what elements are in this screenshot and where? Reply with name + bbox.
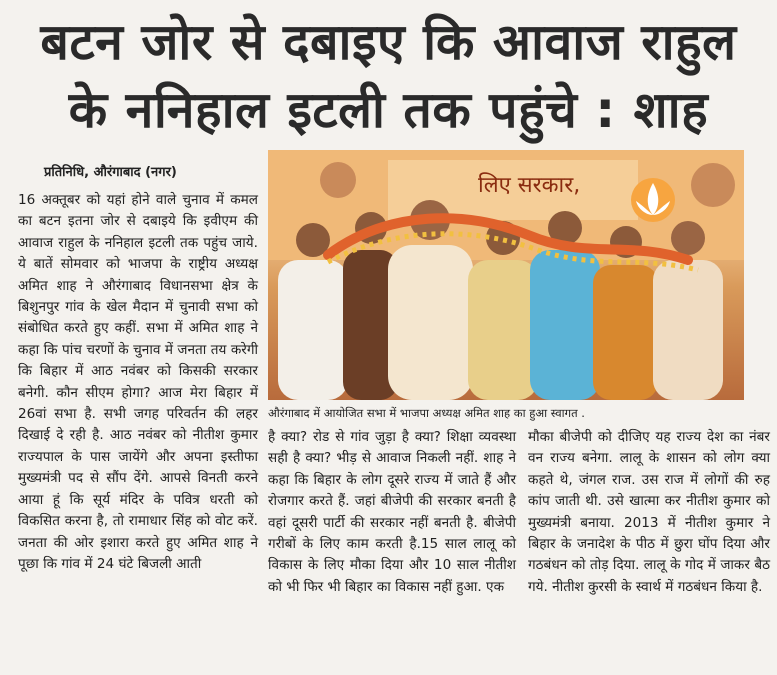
- headline-line-2: के ननिहाल इटली तक पहुंचे : शाह: [68, 81, 709, 139]
- lotus-logo: [631, 178, 675, 222]
- rally-stage-illustration: [268, 150, 744, 400]
- article-column-1: [18, 190, 258, 575]
- article-text: है क्या? रोड से गांव जुड़ा है क्या? शिक्षा व्यवस्था सही है क्या? भीड़ से आवाज निकली नहीं. शाह ने कहा कि बिहार के लोग दूसरे राज्य में जाते हैं और रोजगार करते हैं. जहां बीजेपी की सरकार बनती है वहां दूसरी पार्टी की सरकार नहीं बनती है. बीजेपी गरीबों के लिए काम करती है.15 साल लालू को विकास के लिए मौका दिया और 10 साल नीतीश को भी फिर भी बिहार का विकास नहीं हुआ. एक: [268, 429, 516, 595]
- byline: प्रतिनिधि, औरंगाबाद (नगर): [44, 165, 177, 180]
- photo-caption: औरंगाबाद में आयोजित सभा में भाजपा अध्यक्ष अमित शाह का हुआ स्वागत .: [268, 403, 744, 423]
- page-edge: [0, 658, 777, 675]
- article-column-2: [268, 427, 516, 598]
- article-column-3: [528, 427, 770, 598]
- headline-line-1: बटन जोर से दबाइए कि आवाज राहुल: [40, 13, 737, 71]
- news-photo: [268, 150, 744, 400]
- banner-text: लिए सरकार,: [478, 173, 581, 198]
- article-text: मौका बीजेपी को दीजिए यह राज्य देश का नंबर वन राज्य बनेगा. लालू के शासन को लोग क्या कहते थे, जंगल राज. उस राज में लोगों की रुह कांप जाती थी. उसे खात्मा कर नीतीश कुमार को मुख्यमंत्री बनाया. 2013 में नीतीश कुमार ने बिहार के जनादेश के पीठ में छुरा घोंप दिया और गठबंधन को तोड़ दिया. लालू के गोद में जाकर बैठ गये. नीतीश कुरसी के स्वार्थ में गठबंधन किया है.: [528, 429, 770, 595]
- article-text: 16 अक्तूबर को यहां होने वाले चुनाव में कमल का बटन इतना जोर से दबाइये कि इवीएम की आवाज राहुल के ननिहाल इटली तक पहुंच जाये. ये बातें सोमवार को भाजपा के राष्ट्रीय अध्यक्ष अमित शाह ने औरंगाबाद विधानसभा क्षेत्र के बिशुनपुर गांव के खेल मैदान में चुनावी सभा को संबोधित करते हुए कहीं. सभा में अमित शाह ने कहा कि पांच चरणों के चुनाव में जनता तय करेगी कि बिहार में आठ नवंबर को किसकी सरकार बनेगी. कौन सीएम होगा? आज मेरा बिहार में 26वां सभा है. सभी जगह परिवर्तन की लहर दिखाई दे रही है. आठ नवंबर को नीतीश कुमार राज्यपाल के पास जायेंगे और अपना इस्तीफा मुख्यमंत्री पद से सौंप देंगे. आपसे विनती करने आया हूं कि सूर्य मंदिर के पवित्र धरती को विकसित करना है, तो रामाधार सिंह को वोट करें. जनता की ओर इशारा करते हुए अमित शाह ने पूछा कि गांव में 24 घंटे बिजली आती: [18, 192, 258, 572]
